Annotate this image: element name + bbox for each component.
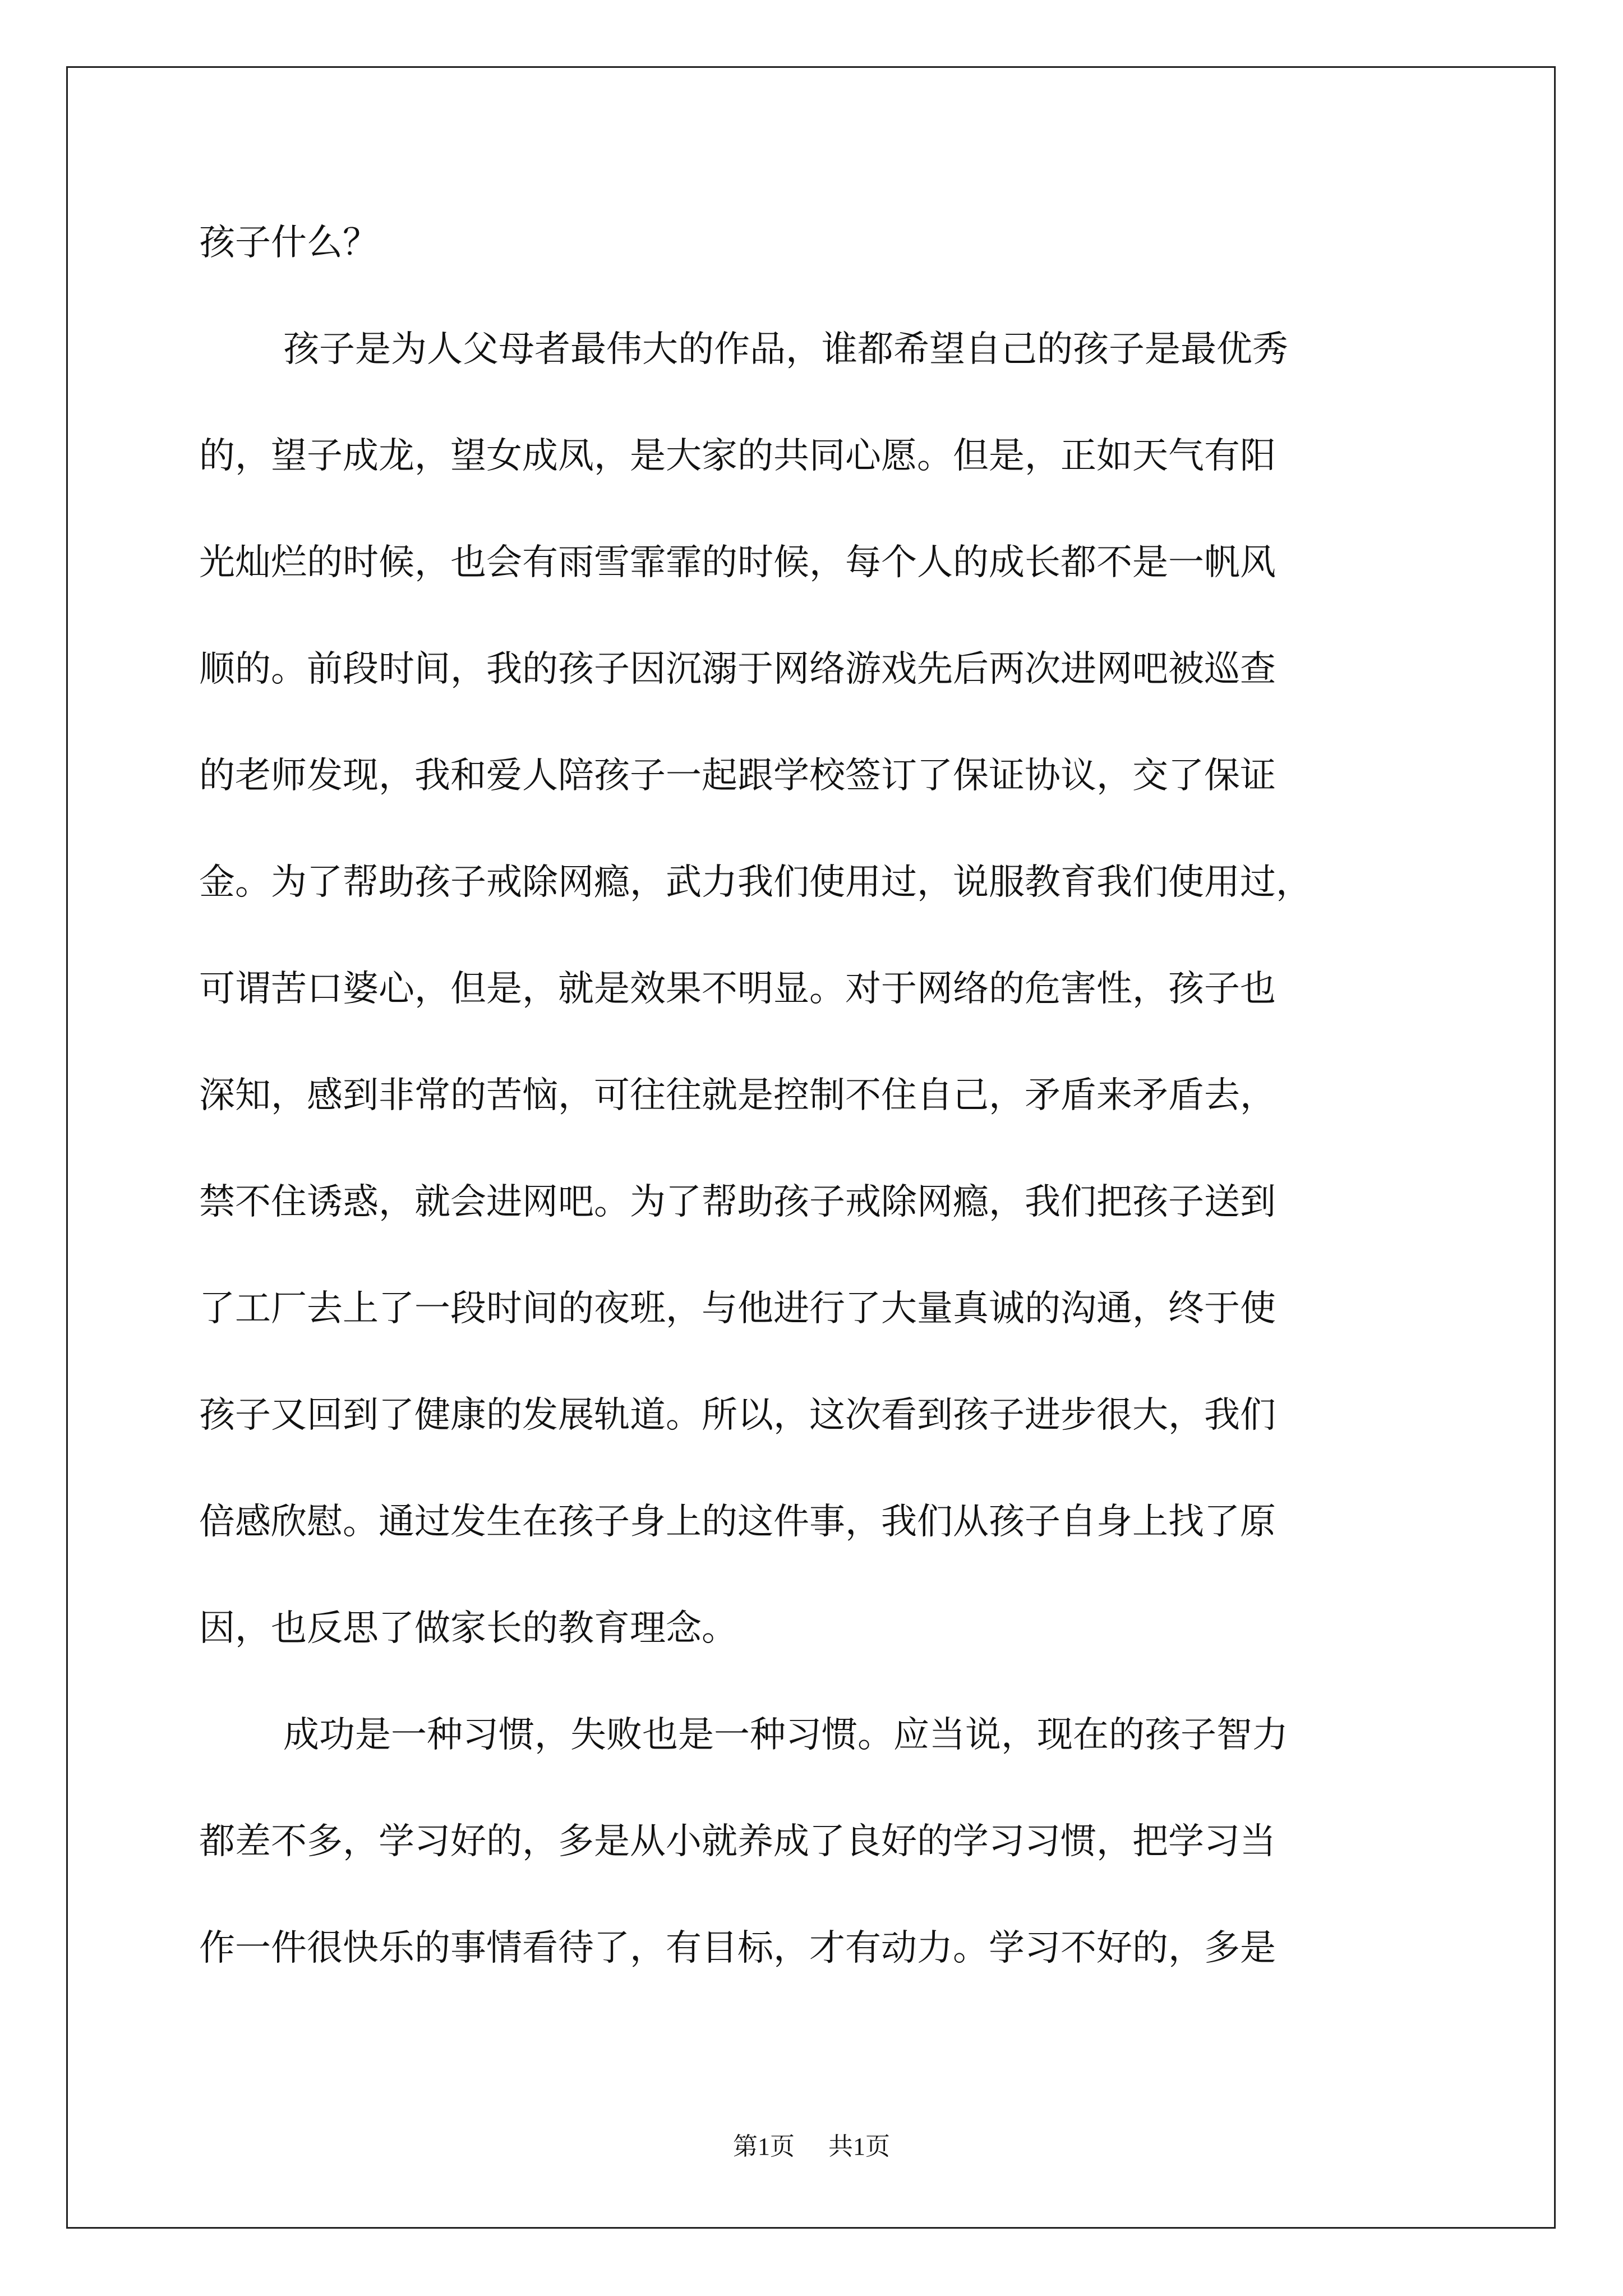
page-number-current: 第1页	[733, 2133, 795, 2160]
text-line: 可谓苦口婆心，但是，就是效果不明显。对于网络的危害性，孩子也	[199, 968, 1276, 1010]
text-line: 了工厂去上了一段时间的夜班，与他进行了大量真诚的沟通，终于使	[199, 1288, 1276, 1329]
page-border	[66, 66, 1556, 2229]
text-line: 金。为了帮助孩子戒除网瘾，武力我们使用过，说服教育我们使用过，	[199, 862, 1312, 903]
text-line: 禁不住诱惑，就会进网吧。为了帮助孩子戒除网瘾，我们把孩子送到	[199, 1181, 1276, 1223]
text-line: 孩子什么？	[199, 222, 379, 264]
text-line: 倍感欣慰。通过发生在孩子身上的这件事，我们从孩子自身上找了原	[199, 1501, 1276, 1543]
page-footer	[0, 2126, 1623, 2162]
text-line: 的老师发现，我和爱人陪孩子一起跟学校签订了保证协议，交了保证	[199, 755, 1276, 797]
page-number-total: 共1页	[828, 2133, 890, 2160]
text-line: 作一件很快乐的事情看待了，有目标，才有动力。学习不好的，多是	[199, 1927, 1276, 1969]
text-line: 的，望子成龙，望女成凤，是大家的共同心愿。但是，正如天气有阳	[199, 435, 1276, 477]
text-line: 都差不多，学习好的，多是从小就养成了良好的学习习惯，把学习当	[199, 1821, 1276, 1862]
text-line: 顺的。前段时间，我的孩子因沉溺于网络游戏先后两次进网吧被巡查	[199, 648, 1276, 690]
text-line: 孩子是为人父母者最伟大的作品，谁都希望自己的孩子是最优秀	[283, 329, 1288, 370]
text-line: 孩子又回到了健康的发展轨道。所以，这次看到孩子进步很大，我们	[199, 1395, 1276, 1436]
text-line: 因，也反思了做家长的教育理念。	[199, 1608, 737, 1649]
text-line: 成功是一种习惯，失败也是一种习惯。应当说，现在的孩子智力	[283, 1714, 1288, 1756]
text-line: 深知，感到非常的苦恼，可往往就是控制不住自己，矛盾来矛盾去，	[199, 1075, 1276, 1116]
text-line: 光灿烂的时候，也会有雨雪霏霏的时候，每个人的成长都不是一帆风	[199, 542, 1276, 583]
